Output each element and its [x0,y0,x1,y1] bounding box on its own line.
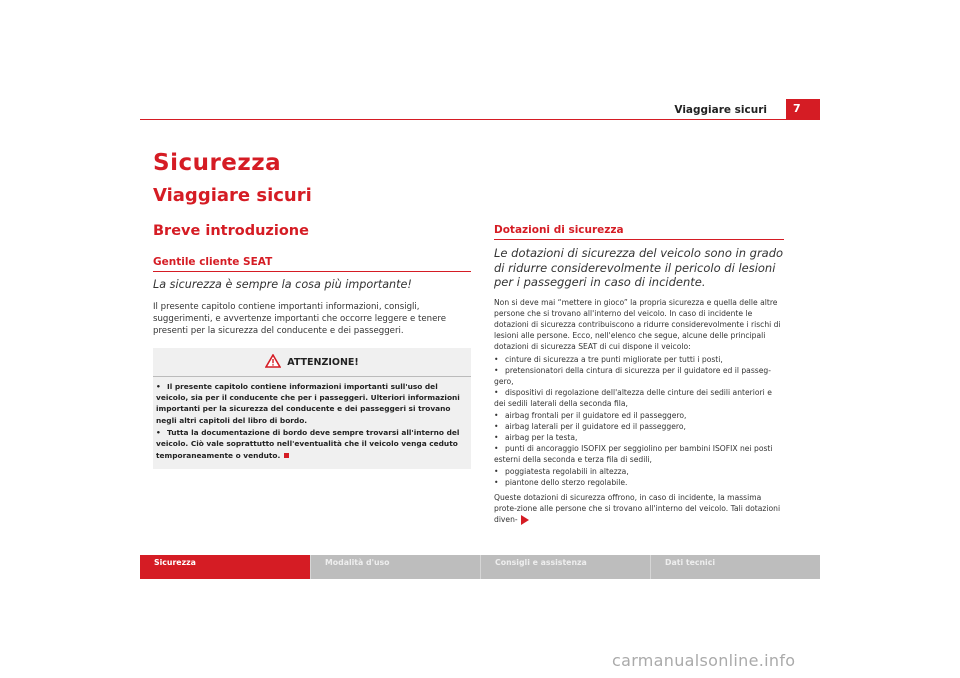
tab-sicurezza[interactable]: Sicurezza [140,555,310,579]
warning-box [153,348,471,469]
chapter-title: Sicurezza [153,150,282,176]
list-item: • airbag per la testa, [494,432,578,442]
list-item: • airbag frontali per il guidatore ed il passeggero, [494,410,687,420]
right-lead-text: Le dotazioni di sicurezza del veicolo sono in grado di ridurre considerevolmente il pericolo di lesioni per i passeggeri in caso di incidente. [494,246,784,289]
warning-list [156,381,468,461]
watermark: carmanualsonline.info [612,651,796,670]
section-heading: Viaggiare sicuri [153,185,312,206]
list-item: • punti di ancoraggio ISOFIX per seggiolino per bambini ISOFIX nei posti esterni della seconda e terza fila di sedili, [494,444,773,465]
right-intro-text: Non si deve mai “mettere in gioco” la propria sicurezza e quella delle altre persone che si trovano all'interno del veicolo. In caso di incidente le dotazioni di sicurezza contribuiscono a ridurre considerevolmente i rischi di lesioni alle persone. Ecco, nell'elenco che segue, alcune delle principali dotazioni di sicurezza SEAT di cui dispone il veicolo: [494,297,781,352]
bullet-icon: • [494,365,499,375]
warning-triangle-icon [265,353,281,372]
end-square-icon [284,453,289,458]
bullet-icon: • [494,432,499,442]
bullet-icon: • [494,421,499,431]
bullet-icon: • [494,466,499,476]
bullet-icon: • [494,477,499,487]
warning-title: ATTENZIONE! [287,357,359,369]
right-section-title: Dotazioni di sicurezza [494,224,784,240]
left-column [153,256,471,469]
bullet-icon: • [494,444,499,454]
list-item: • airbag laterali per il guidatore ed il passeggero, [494,421,686,431]
tab-consigli-assistenza[interactable]: Consigli e assistenza [480,555,650,579]
list-item: • pretensionatori della cintura di sicurezza per il guidatore ed il passeg-gero, [494,365,771,386]
safety-equipment-list [494,354,784,488]
bullet-icon: • [494,388,499,398]
header-rule [140,119,820,120]
tab-dati-tecnici[interactable]: Dati tecnici [650,555,820,579]
right-column [494,224,784,526]
list-item: • dispositivi di regolazione dell'altezza delle cinture dei sedili anteriori e dei sedili laterali della seconda fila, [494,388,772,409]
list-item: • poggiatesta regolabili in altezza, [494,466,629,476]
page-number: 7 [786,99,820,119]
tab-modalita-uso[interactable]: Modalità d'uso [310,555,480,579]
left-body-text: Il presente capitolo contiene importanti informazioni, consigli, suggerimenti, e avvertenze importanti che occorre leggere e tenere presenti per la sicurezza del conducente e dei passeggeri. [153,301,447,337]
warning-item: • Tutta la documentazione di bordo deve sempre trovarsi all'interno del veicolo. Ciò vale soprattutto nell'eventualità che il veicolo venga ceduto temporaneamente o venduto. [156,427,460,460]
bullet-icon: • [494,354,499,364]
running-header-title: Viaggiare sicuri [674,104,767,116]
list-item: • piantone dello sterzo regolabile. [494,477,628,487]
bullet-icon: • [156,381,161,391]
next-page-arrow-icon[interactable] [521,515,529,525]
right-outro-text: Queste dotazioni di sicurezza offrono, in caso di incidente, la massima prote-zione alle persone che si trovano all'interno del veicolo. Tali dotazioni diven- [494,492,781,525]
warning-item: • Il presente capitolo contiene informazioni importanti sull'uso del veicolo, sia per il conducente che per i passeggeri. Ulteriori informazioni importanti per la sicurezza del conducente e dei passeggeri si trovano negli altri capitoli del libro di bordo. [156,381,460,425]
bullet-icon: • [494,410,499,420]
chapter-navigation [140,555,820,579]
subsection-heading: Breve introduzione [153,223,309,239]
list-item: • cinture di sicurezza a tre punti migliorate per tutti i posti, [494,354,723,364]
warning-header [153,354,471,377]
left-section-title: Gentile cliente SEAT [153,256,471,272]
left-lead-text: La sicurezza è sempre la cosa più importante! [153,278,412,291]
bullet-icon: • [156,427,161,437]
